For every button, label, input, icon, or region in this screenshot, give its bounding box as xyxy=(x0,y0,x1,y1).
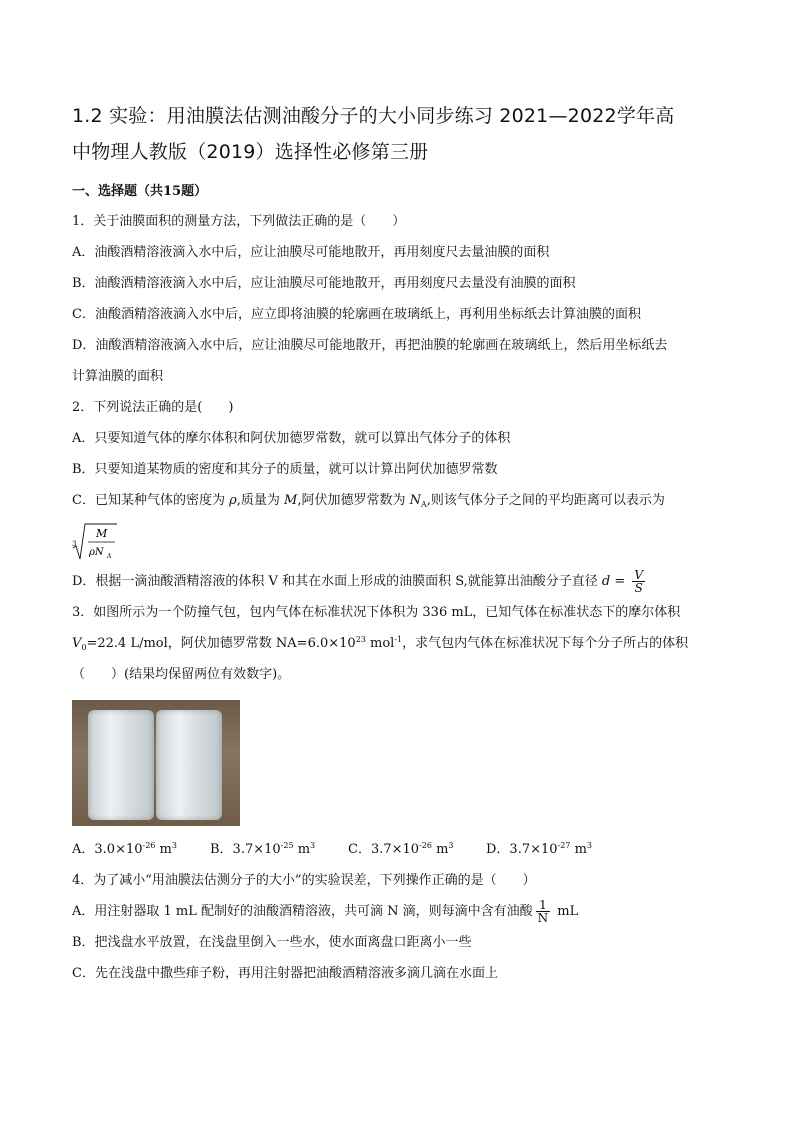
root-index: 3 xyxy=(72,540,77,548)
document-page xyxy=(72,98,722,989)
question-4-option-a: A．用注射器取 1 mL 配制好的油酸酒精溶液，共可滴 N 滴，则每滴中含有油酸 $\frac{1}{N}$ mL xyxy=(72,898,579,925)
section-header: 一、选择题（共15题） xyxy=(72,184,208,199)
question-3-option-c: C．$3.7\times 10^{-26}$ $m^3$ xyxy=(348,841,454,857)
airbag-left-chamber xyxy=(88,710,154,820)
question-4-option-c: C．先在浅盘中撒些痱子粉，再用注射器把油酸酒精溶液多滴几滴在水面上 xyxy=(72,966,498,981)
question-3-option-b: B．$3.7\times 10^{-25}$ $m^3$ xyxy=(210,841,316,857)
question-2-option-a: A．只要知道气体的摩尔体积和阿伏加德罗常数，就可以算出气体分子的体积 xyxy=(72,431,511,446)
question-3-line-2: $V_0=22.4$ L/mol，阿伏加德罗常数 $NA=6.0\times 10^{23}$ mol$^{-1}$，求气包内气体在标准状况下每个分子所占的体积 xyxy=(72,635,689,652)
question-1-option-d: D．油酸酒精溶液滴入水中后，应让油膜尽可能地散开，再把油膜的轮廓画在玻璃纸上，然后用坐标纸去 xyxy=(72,338,668,353)
question-1-option-a: A．油酸酒精溶液滴入水中后，应让油膜尽可能地散开，再用刻度尺去量油膜的面积 xyxy=(72,245,550,260)
question-2-option-c: C．已知某种气体的密度为 ρ,质量为 M,阿伏加德罗常数为 $N_A$,则该气体分子之间的平均距离可以表示为 xyxy=(72,493,665,509)
airbag-photo xyxy=(72,700,240,826)
question-3-line-3: （ ）(结果均保留两位有效数字)。 xyxy=(72,667,291,682)
cube-root-formula xyxy=(72,522,118,562)
question-3-option-a: A．$3.0\times 10^{-26}$ $m^3$ xyxy=(72,841,177,857)
question-1-stem: 1．关于油膜面积的测量方法，下列做法正确的是（ ） xyxy=(72,214,406,229)
question-2 xyxy=(72,392,722,597)
question-3-options xyxy=(72,834,722,865)
fraction-1-over-n: $\frac{1}{N}$ xyxy=(537,898,549,925)
question-4 xyxy=(72,865,722,989)
question-2-stem: 2．下列说法正确的是( ) xyxy=(72,400,234,415)
fraction-v-over-s: $\frac{V}{S}$ xyxy=(634,568,644,595)
title-line-1: 1.2 实验：用油膜法估测油酸分子的大小同步练习 2021—2022学年高 xyxy=(72,105,675,127)
question-1-option-c: C．油酸酒精溶液滴入水中后，应立即将油膜的轮廓画在玻璃纸上，再利用坐标纸去计算油膜的面积 xyxy=(72,307,641,322)
question-4-stem: 4．为了减小“用油膜法估测分子的大小”的实验误差，下列操作正确的是（ ） xyxy=(72,873,536,888)
question-3-line-1: 3．如图所示为一个防撞气包，包内气体在标准状况下体积为 336 mL，已知气体在标准状态下的摩尔体积 xyxy=(72,605,681,620)
root-numerator: M xyxy=(96,527,108,540)
question-4-option-b: B．把浅盘水平放置，在浅盘里倒入一些水，使水面离盘口距离小一些 xyxy=(72,935,472,950)
question-2-option-d: D．根据一滴油酸酒精溶液的体积 V 和其在水面上形成的油膜面积 S,就能算出油酸分子直径 d = $\frac{V}{S}$ xyxy=(72,568,644,595)
title-line-2: 中物理人教版（2019）选择性必修第三册 xyxy=(72,141,429,163)
question-1-option-d-cont: 计算油膜的面积 xyxy=(72,369,164,384)
question-1 xyxy=(72,206,722,392)
document-title xyxy=(72,98,722,170)
radical-sign xyxy=(72,522,118,562)
root-denominator-sub: A xyxy=(107,553,112,560)
question-3-option-d: D．$3.7\times 10^{-27}$ $m^3$ xyxy=(486,841,592,857)
question-3 xyxy=(72,597,722,865)
root-denominator: ρN xyxy=(89,547,105,558)
question-2-option-b: B．只要知道某物质的密度和其分子的质量，就可以计算出阿伏加德罗常数 xyxy=(72,462,498,477)
airbag-right-chamber xyxy=(156,710,222,820)
question-1-option-b: B．油酸酒精溶液滴入水中后，应让油膜尽可能地散开，再用刻度尺去量没有油膜的面积 xyxy=(72,276,576,291)
